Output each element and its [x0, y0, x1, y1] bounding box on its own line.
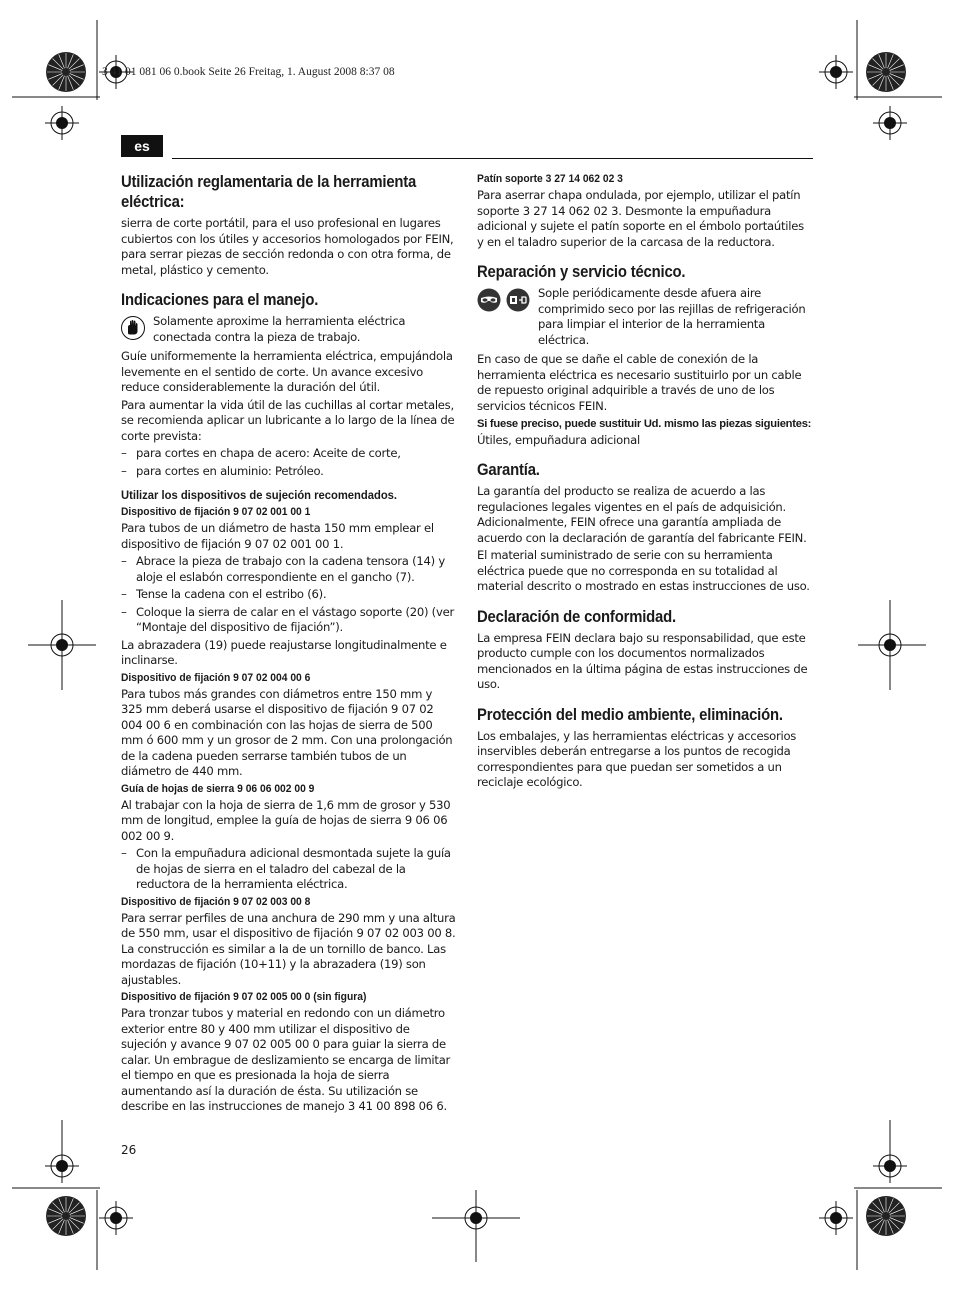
subheading: Dispositivo de fijación 9 07 02 001 00 1 — [121, 506, 311, 518]
paragraph: La empresa FEIN declara bajo su responsabilidad, que este producto cumple con los documentos normalizados mencionados en la última página de estas instrucciones de uso. — [477, 630, 808, 691]
paragraph: sierra de corte portátil, para el uso profesional en lugares cubiertos con los útiles y accesorios homologados por FEIN, para serrar piezas de sección redonda o con otra forma, de metal, plástico y cemento. — [121, 216, 454, 277]
left-column — [121, 172, 456, 1117]
list-item: – Tense la cadena con el estribo (6). — [121, 587, 327, 601]
section-title-warranty: Garantía. — [477, 461, 540, 479]
note-with-icons — [477, 286, 813, 350]
note-with-icon — [121, 314, 456, 347]
section-title-environment: Protección del medio ambiente, eliminación. — [477, 705, 783, 724]
replaceable-parts-label: Si fuese preciso, puede sustituir Ud. mismo las piezas siguientes: — [477, 418, 812, 430]
file-info-line: 3 41 01 081 06 0.book Seite 26 Freitag, 1. August 2008 8:37 08 — [102, 66, 395, 78]
subheading: Dispositivo de fijación 9 07 02 004 00 6 — [121, 671, 311, 684]
list-item: – Abrace la pieza de trabajo con la cadena tensora (14) y aloje el eslabón correspondiente en el gancho (7). — [121, 554, 445, 584]
paragraph: La garantía del producto se realiza de acuerdo a las regulaciones legales vigentes en el país de adquisición. Adicionalmente, FEIN ofrece una garantía ampliada de acuerdo con la declaración de garantía del fabricante FEIN. — [477, 484, 807, 545]
right-column — [477, 172, 813, 793]
section-title-service: Reparación y servicio técnico. — [477, 263, 686, 281]
color-wheel-icon — [46, 52, 86, 92]
paragraph: Para tubos más grandes con diámetros entre 150 mm y 325 mm deberá usarse el dispositivo de fijación 9 07 02 004 00 6 en combinación con las hojas de sierra de 500 mm ó 600 mm y un grosor de 2 mm. Con una prolongación de la cadena pueden serrarse también tubos de un diámetro de 440 mm. — [121, 686, 453, 778]
unplug-icon — [506, 288, 530, 312]
subheading: Utilizar los dispositivos de sujeción recomendados. — [121, 488, 398, 502]
registration-mark-icon — [873, 106, 907, 140]
subheading: Patín soporte 3 27 14 062 02 3 — [477, 173, 623, 185]
replaceable-parts-list: Útiles, empuñadura adicional — [477, 432, 640, 447]
section-title-intended-use: Utilización reglamentaria de la herramienta eléctrica: — [121, 173, 417, 211]
list-item: – para cortes en chapa de acero: Aceite de corte, — [121, 446, 401, 460]
section-title-conformity: Declaración de conformidad. — [477, 607, 676, 626]
note-text: Solamente aproxime la herramienta eléctrica conectada contra la pieza de trabajo. — [153, 314, 406, 344]
list-item: – para cortes en aluminio: Petróleo. — [121, 463, 324, 478]
subheading: Guía de hojas de sierra 9 06 06 002 00 9 — [121, 782, 315, 795]
color-wheel-icon — [866, 52, 906, 92]
color-wheel-icon — [46, 1196, 86, 1236]
paragraph: El material suministrado de serie con su herramienta eléctrica puede que no corresponda en su totalidad al material descrito o mostrado en estas instrucciones de uso. — [477, 548, 810, 593]
paragraph: Para serrar perfiles de una anchura de 290 mm y una altura de 550 mm, usar el dispositivo de fijación 9 07 02 003 00 8. La construcción es similar a la de un tornillo de banco. Las mordazas de fijación (10+11) y la abrazadera (19) son ajustables. — [121, 910, 456, 987]
color-wheel-icon — [866, 1196, 906, 1236]
language-badge: es — [121, 135, 163, 157]
page-number: 26 — [121, 1143, 137, 1157]
subheading: Dispositivo de fijación 9 07 02 005 00 0 (sin figura) — [121, 991, 367, 1003]
paragraph: La abrazadera (19) puede reajustarse longitudinalmente e inclinarse. — [121, 637, 447, 667]
list-item: – Coloque la sierra de calar en el vástago soporte (20) (ver “Montaje del dispositivo de fijación”). — [121, 604, 454, 634]
paragraph: Para aserrar chapa ondulada, por ejemplo, utilizar el patín soporte 3 27 14 062 02 3. Desmonte la empuñadura adicional y sujete el patín soporte en el émbolo portaútiles y en el taladro superior de la carcasa de la reductora. — [477, 188, 804, 249]
registration-mark-icon — [819, 1201, 853, 1235]
note-text: Sople periódicamente desde afuera aire comprimido seco por las rejillas de refrigeración para limpiar el interior de la herramienta eléctrica. — [538, 286, 806, 347]
paragraph: Para tronzar tubos y material en redondo con un diámetro exterior entre 80 y 400 mm utilizar el dispositivo de sujeción y avance 9 07 02 005 00 0 para guiar la sierra de calar. Un embrague de deslizamiento se encarga de limitar el tiempo en que es presionada la hoja de sierra aumentando así la duración de ésta. Su utilización se describe en las instrucciones de manejo 3 41 00 898 06 6. — [121, 1006, 451, 1113]
list-item: – Con la empuñadura adicional desmontada sujete la guía de hojas de sierra en el taladro del cabezal de la reductora de la herramienta eléctrica. — [121, 846, 451, 891]
safety-goggles-icon — [477, 288, 501, 312]
registration-mark-icon — [99, 1201, 133, 1235]
paragraph — [477, 416, 813, 448]
subheading: Dispositivo de fijación 9 07 02 003 00 8 — [121, 895, 311, 908]
header-rule — [172, 158, 813, 159]
paragraph: Los embalajes, y las herramientas eléctricas y accesorios inservibles deberán entregarse a los puntos de recogida correspondientes para que puedan ser sometidos a un reciclaje ecológico. — [477, 728, 797, 789]
registration-mark-icon — [45, 106, 79, 140]
paragraph: Al trabajar con la hoja de sierra de 1,6 mm de grosor y 530 mm de longitud, emplee la guía de hojas de sierra 9 06 06 002 00 9. — [121, 797, 451, 843]
section-title-handling: Indicaciones para el manejo. — [121, 291, 319, 309]
paragraph: En caso de que se dañe el cable de conexión de la herramienta eléctrica es necesario sustituirlo por un cable de repuesto original adquirible a través de uno de los servicios técnicos FEIN. — [477, 352, 802, 413]
hand-on-tool-icon — [121, 316, 145, 340]
paragraph: Guíe uniformemente la herramienta eléctrica, empujándola levemente en el sentido de corte. Un avance excesivo reduce considerablemente la duración del útil. — [121, 349, 453, 394]
paragraph: Para aumentar la vida útil de las cuchillas al cortar metales, se recomienda aplicar un lubricante a lo largo de la línea de corte prevista: — [121, 397, 455, 443]
paragraph: Para tubos de un diámetro de hasta 150 mm emplear el dispositivo de fijación 9 07 02 001 00 1. — [121, 521, 434, 551]
registration-mark-icon — [819, 55, 853, 89]
